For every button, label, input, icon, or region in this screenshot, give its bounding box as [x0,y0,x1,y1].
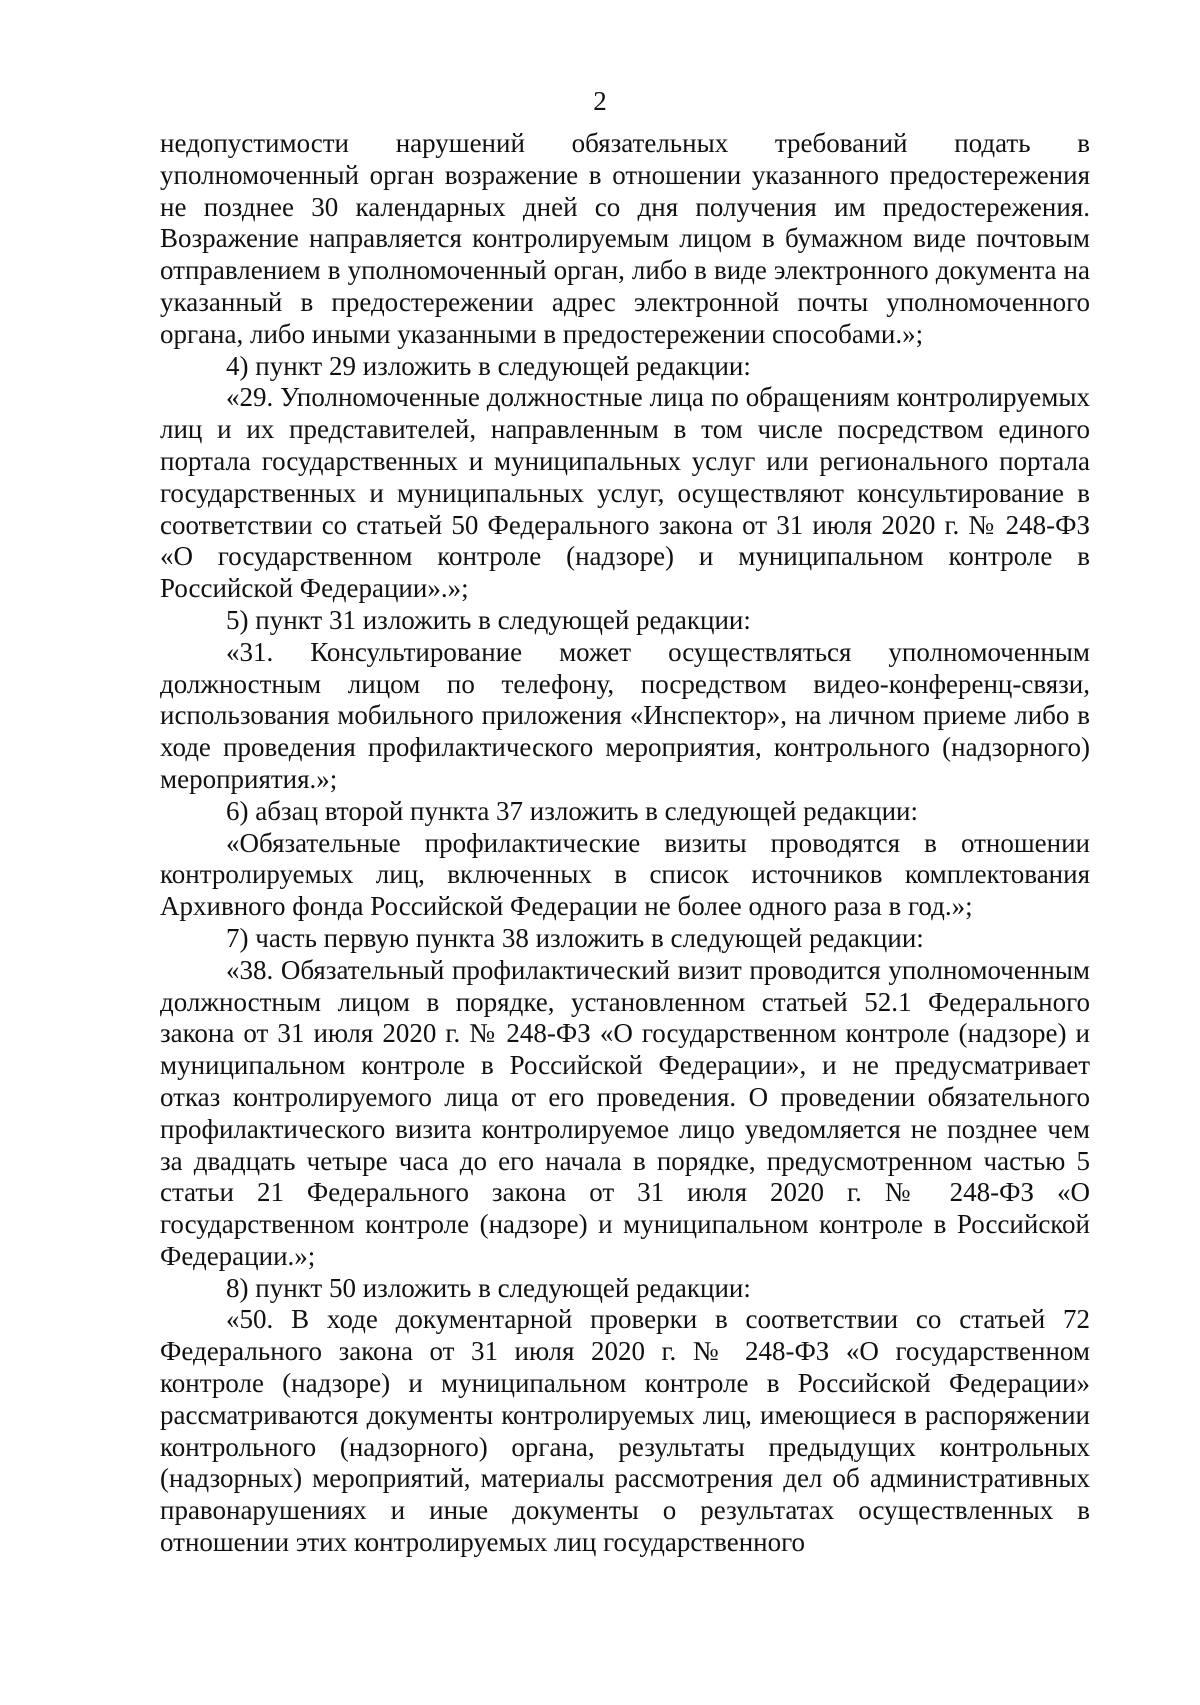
amendment-item-8: 8) пункт 50 изложить в следующей редакции: [226,1272,751,1303]
document-body [160,128,1090,1559]
amendment-text-29: «29. Уполномоченные должностные лица по обращениям контролируемых лиц и их представителей, направленным в том числе посредством единого портала государственных и муниципальных услуг или регионального портала государственных и муниципальных услуг, осуществляют консультирование в соответствии со статьей 50 Федерального закона от 31 июля 2020 г. № 248-ФЗ «О государственном контроле (надзоре) и муниципальном контроле в Российской Федерации».»; [160,382,1090,604]
page-number: 2 [593,86,607,116]
amendment-item-4: 4) пункт 29 изложить в следующей редакции: [226,350,751,381]
amendment-item-5: 5) пункт 31 изложить в следующей редакции: [226,604,751,635]
paragraph-continuation: недопустимости нарушений обязательных требований подать в уполномоченный орган возражение в отношении указанного предостережения не позднее 30 календарных дней со дня получения им предостережения. Возражение направляется контролируемым лицом в бумажном виде почтовым отправлением в уполномоченный орган, либо в виде электронного документа на указанный в предостережении адрес электронной почты уполномоченного органа, либо иными указанными в предостережении способами.»; [160,128,1090,349]
amendment-text-38: «38. Обязательный профилактический визит проводится уполномоченным должностным лицом в порядке, установленном статьей 52.1 Федерального закона от 31 июля 2020 г. № 248-ФЗ «О государственном контроле (надзоре) и муниципальном контроле в Российской Федерации», и не предусматривает отказ контролируемого лица от его проведения. О проведении обязательного профилактического визита контролируемое лицо уведомляется не позднее чем за двадцать четыре часа до его начала в порядке, предусмотренном частью 5 статьи 21 Федерального закона от 31 июля 2020 г. № 248-ФЗ «О государственном контроле (надзоре) и муниципальном контроле в Российской Федерации.»; [160,954,1090,1271]
amendment-text-37: «Обязательные профилактические визиты проводятся в отношении контролируемых лиц, включенных в список источников комплектования Архивного фонда Российской Федерации не более одного раза в год.»; [160,827,1090,922]
amendment-item-6: 6) абзац второй пункта 37 изложить в следующей редакции: [226,795,918,826]
amendment-text-31: «31. Консультирование может осуществляться уполномоченным должностным лицом по телефону, посредством видео-конференц-связи, использования мобильного приложения «Инспектор», на личном приеме либо в ходе проведения профилактического мероприятия, контрольного (надзорного) мероприятия.»; [160,636,1090,794]
amendment-text-50: «50. В ходе документарной проверки в соответствии со статьей 72 Федерального закона от 31 июля 2020 г. № 248-ФЗ «О государственном контроле (надзоре) и муниципальном контроле в Российской Федерации» рассматриваются документы контролируемых лиц, имеющиеся в распоряжении контрольного (надзорного) органа, результаты предыдущих контрольных (надзорных) мероприятий, материалы рассмотрения дел об административных правонарушениях и иные документы о результатах осуществленных в отношении этих контролируемых лиц государственного [160,1304,1090,1558]
amendment-item-7: 7) часть первую пункта 38 изложить в следующей редакции: [226,922,924,953]
